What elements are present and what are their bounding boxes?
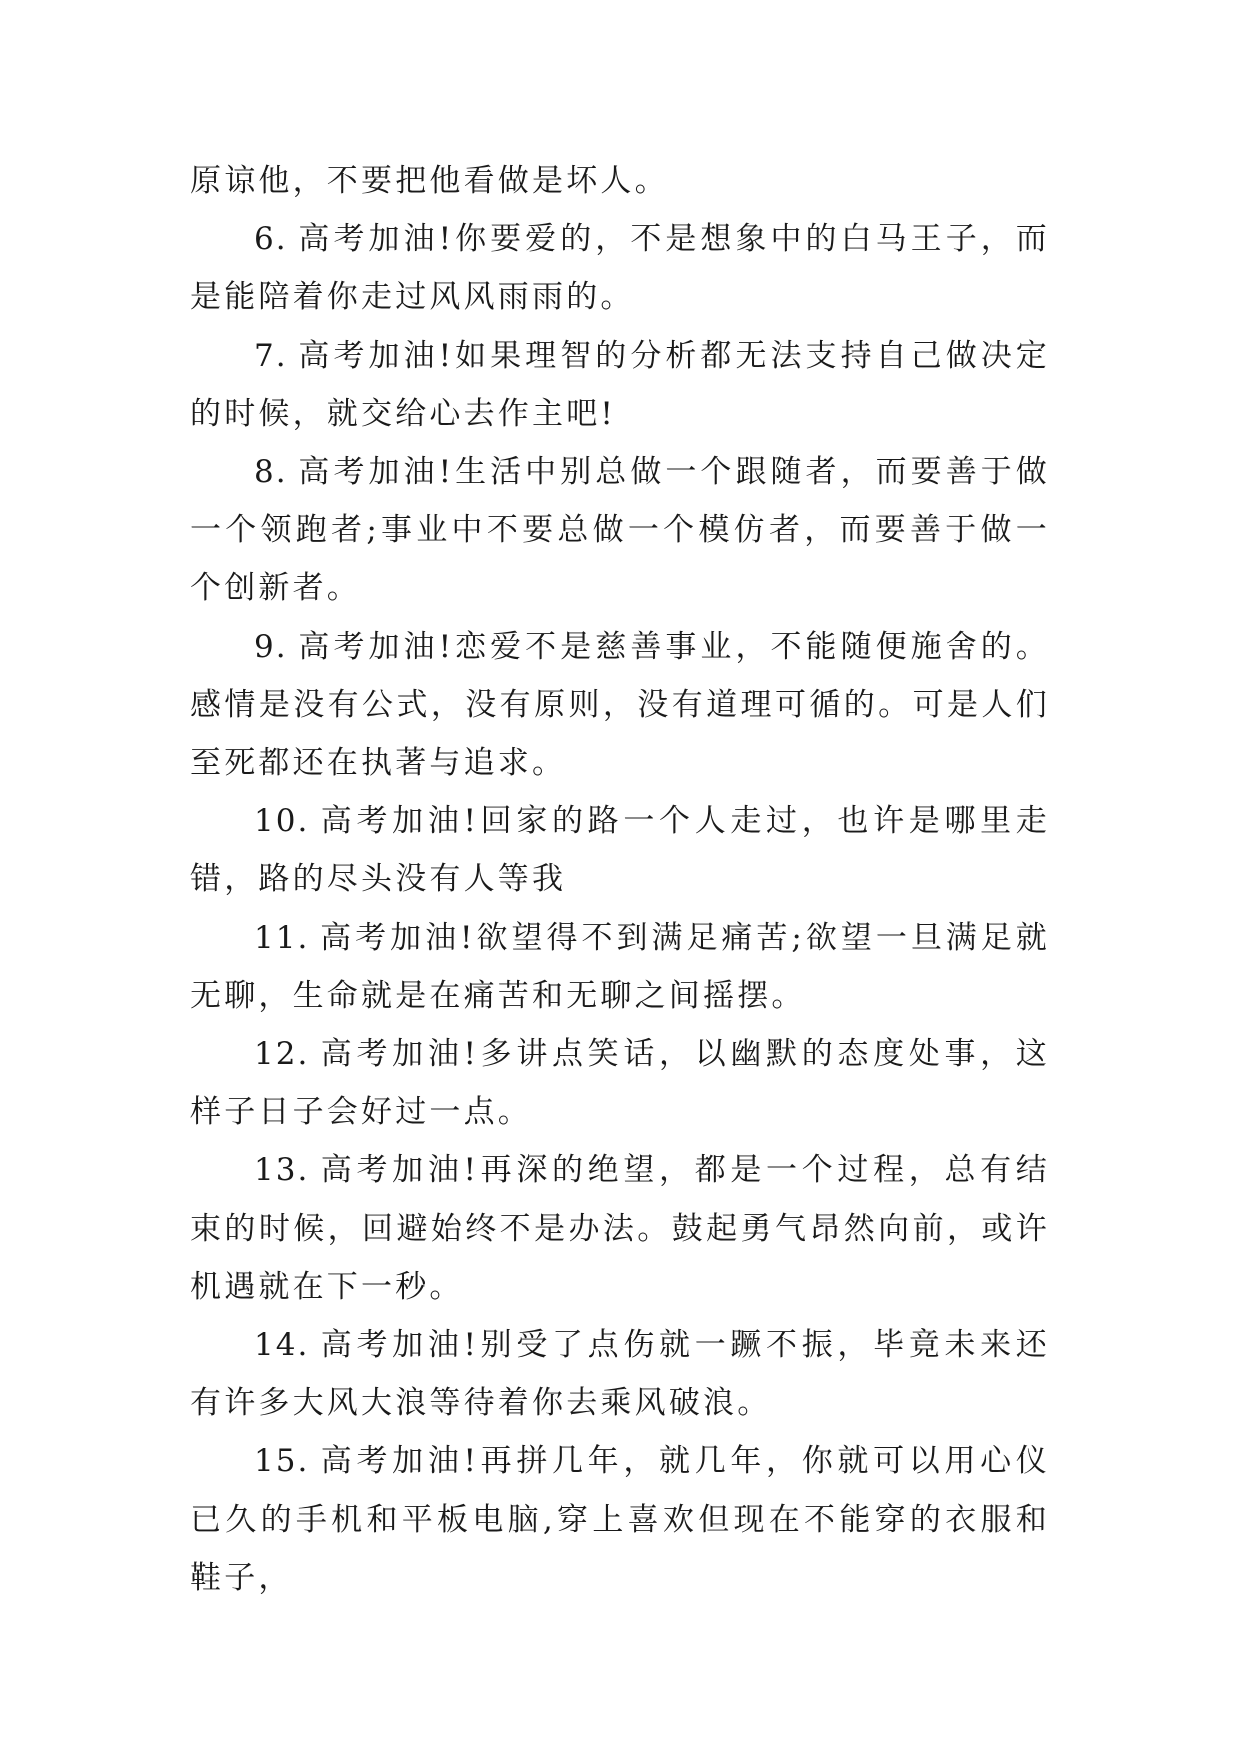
paragraph-text: 高考加油!欲望得不到满足痛苦;欲望一旦满足就无聊，生命就是在痛苦和无聊之间摇摆。 <box>190 919 1050 1014</box>
item-number: 13. <box>254 1152 310 1189</box>
item-number: 7. <box>254 337 288 374</box>
paragraph-text: 高考加油!多讲点笑话，以幽默的态度处事，这样子日子会好过一点。 <box>190 1036 1050 1131</box>
paragraph-text: 高考加油!恋爱不是慈善事业，不能随便施舍的。感情是没有公式，没有原则，没有道理可循的。可是人们至死都还在执著与追求。 <box>190 628 1050 782</box>
paragraph-text: 高考加油!再深的绝望，都是一个过程，总有结束的时候，回避始终不是办法。鼓起勇气昂然向前，或许机遇就在下一秒。 <box>190 1152 1050 1305</box>
list-item-9 <box>190 618 1050 793</box>
document-body <box>190 152 1050 1607</box>
paragraph-text: 高考加油!再拼几年，就几年，你就可以用心仪已久的手机和平板电脑,穿上喜欢但现在不能穿的衣服和鞋子， <box>190 1443 1050 1596</box>
item-number: 8. <box>254 454 288 491</box>
list-item-12 <box>190 1025 1050 1141</box>
list-item-6 <box>190 210 1050 326</box>
item-number: 12. <box>254 1036 310 1073</box>
list-item-14 <box>190 1316 1050 1432</box>
list-item-8 <box>190 443 1050 618</box>
list-item-15 <box>190 1432 1050 1607</box>
item-number: 9. <box>254 628 288 665</box>
paragraph-text: 高考加油!生活中别总做一个跟随者，而要善于做一个领跑者;事业中不要总做一个模仿者，而要善于做一个创新者。 <box>190 454 1050 607</box>
item-number: 11. <box>254 919 310 956</box>
item-number: 14. <box>254 1327 310 1364</box>
paragraph-continuation <box>190 152 1050 210</box>
list-item-11 <box>190 909 1050 1025</box>
list-item-7 <box>190 327 1050 443</box>
list-item-10 <box>190 792 1050 908</box>
paragraph-text: 高考加油!如果理智的分析都无法支持自己做决定的时候，就交给心去作主吧! <box>190 337 1050 432</box>
paragraph-text: 原谅他，不要把他看做是坏人。 <box>190 163 669 199</box>
paragraph-text: 高考加油!别受了点伤就一蹶不振，毕竟未来还有许多大风大浪等待着你去乘风破浪。 <box>190 1327 1050 1422</box>
list-item-13 <box>190 1141 1050 1316</box>
item-number: 15. <box>254 1443 310 1480</box>
paragraph-text: 高考加油!你要爱的，不是想象中的白马王子，而是能陪着你走过风风雨雨的。 <box>190 221 1050 316</box>
paragraph-text: 高考加油!回家的路一个人走过，也许是哪里走错，路的尽头没有人等我 <box>190 803 1050 898</box>
item-number: 10. <box>254 803 310 840</box>
item-number: 6. <box>254 221 288 258</box>
